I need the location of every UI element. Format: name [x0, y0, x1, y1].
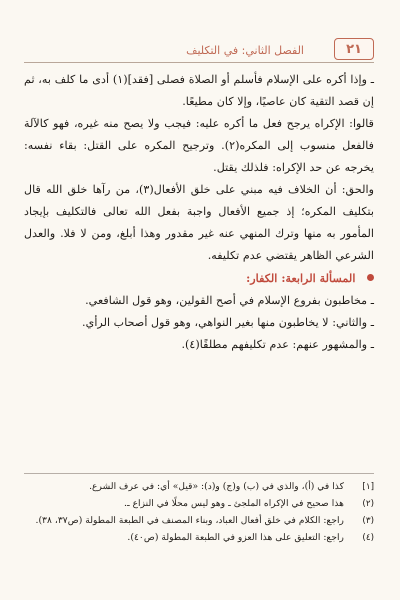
- paragraph-2: [24, 113, 374, 179]
- paragraph-5: [24, 290, 374, 312]
- paragraph-7-text: ـ والمشهور عنهم: عدم تكليفهم مطلقًا(٤).: [181, 338, 374, 351]
- footnote-text-3: راجع: الكلام في خلق أفعال العباد، وبناء المصنف في الطبعة المطولة (ص٣٧، ٣٨).: [35, 515, 344, 526]
- bullet-icon: [367, 274, 374, 281]
- paragraph-2-text: قالوا: الإكراه يرجح فعل ما أكره عليه: فيجب ولا يصح منه غيره، فهو كالآلة فالفعل منسوب إلى المكره(٢). وترجيح المكره على القتل: بقاء نفسه: يخرجه عن حد الإكراه: فلذلك يقتل.: [24, 117, 374, 174]
- footnote-ref-3: (٣): [362, 516, 374, 526]
- footnote-text-4: راجع: التعليق على هذا العزو في الطبعة المطولة (ص٤٠).: [127, 532, 344, 543]
- footnote-3: [24, 513, 374, 529]
- paragraph-1: [24, 69, 374, 113]
- footnote-text-1: كذا في (أ)، والذي في (ب) و(ج) و(د): «قيل» أي: في عرف الشرع.: [89, 481, 344, 492]
- paragraph-3: [24, 179, 374, 267]
- page-header: [24, 40, 374, 63]
- paragraph-6: [24, 312, 374, 334]
- footnotes: [24, 479, 374, 547]
- footnote-ref-4: (٤): [362, 533, 374, 543]
- question-heading-text: المسألة الرابعة: الكفار:: [246, 271, 356, 285]
- footnotes-divider: [24, 473, 374, 474]
- page-number: ٢١: [334, 38, 374, 60]
- question-heading: [24, 267, 374, 290]
- chapter-title: الفصل الثاني: في التكليف: [186, 44, 304, 57]
- paragraph-3-text: والحق: أن الخلاف فيه مبني على خلق الأفعال(٣)، من رآها خلق الله قال بتكليف المكره؛ إذ جميع الأفعال واجبة بفعل الله تعالى فالتكليف بإيجاد المأمور به منها وترك المنهي عنه غير مقدور وهذا أبلغ، ومن لا فلا. والعدل الشرعي الظاهر يقتضي عدم تكليفه.: [24, 183, 374, 262]
- paragraph-1-text: ـ وإذا أكره على الإسلام فأسلم أو الصلاة فصلى [فقد](١) أدى ما كلف به، ثم إن قصد التقية كان عاصيًا، وإلا كان مطيعًا.: [24, 73, 374, 108]
- footnote-4: [24, 530, 374, 546]
- footnote-2: [24, 496, 374, 512]
- footnote-ref-1: [١]: [362, 482, 374, 492]
- paragraph-7: [24, 334, 374, 356]
- footnote-text-2: هذا صحيح في الإكراه الملجئ ـ وهو ليس محلًا في النزاع ـ.: [124, 498, 344, 509]
- footnote-1: [24, 479, 374, 495]
- paragraph-5-text: ـ مخاطبون بفروع الإسلام في أصح القولين، وهو قول الشافعي.: [85, 294, 374, 307]
- footnote-ref-2: (٢): [362, 499, 374, 509]
- main-content: [24, 69, 374, 356]
- paragraph-6-text: ـ والثاني: لا يخاطبون منها بغير النواهي، وهو قول أصحاب الرأي.: [82, 316, 374, 329]
